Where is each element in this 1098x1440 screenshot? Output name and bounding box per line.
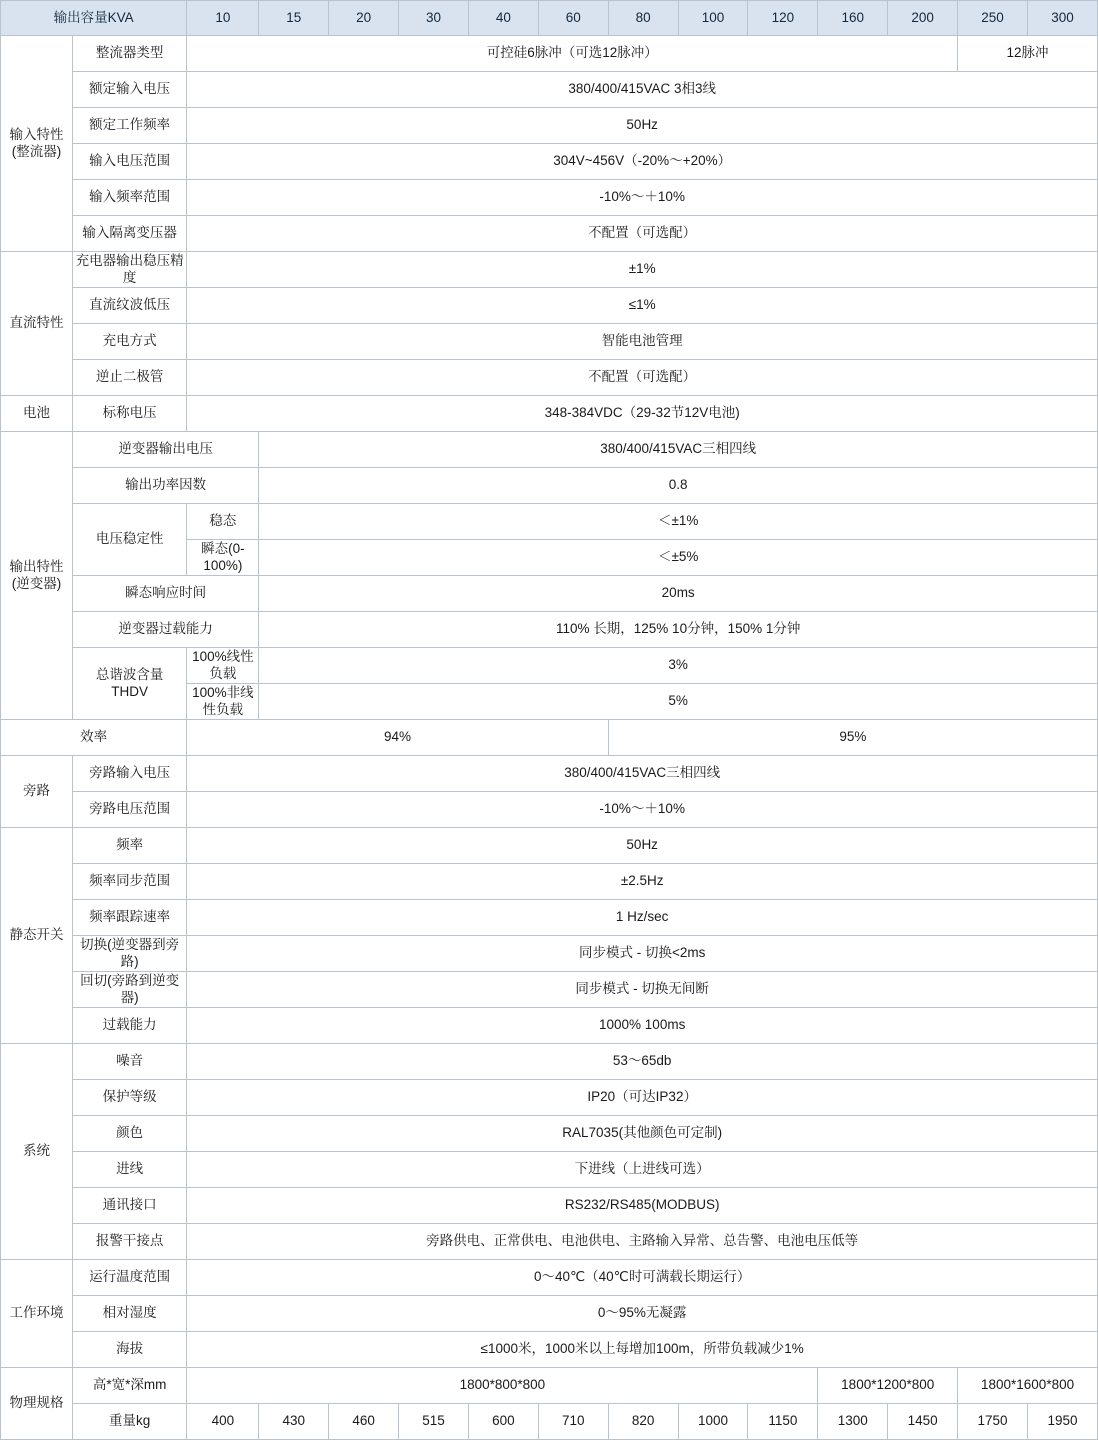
row-label-dc-ripple: 直流纹波低压 bbox=[73, 288, 187, 324]
header-capacity-80: 80 bbox=[608, 1, 678, 36]
table-row bbox=[1, 180, 1098, 216]
row-label-tracking-rate: 频率跟踪速率 bbox=[73, 900, 187, 936]
row-label-input-isolation-transformer: 输入隔离变压器 bbox=[73, 216, 187, 252]
row-label-input-frequency-range: 输入频率范围 bbox=[73, 180, 187, 216]
value-weight-120: 1150 bbox=[748, 1404, 818, 1440]
table-row bbox=[1, 756, 1098, 792]
category-dc: 直流特性 bbox=[1, 252, 73, 396]
value-thdv-linear: 3% bbox=[259, 648, 1098, 684]
table-row bbox=[1, 1332, 1098, 1368]
row-label-output-power-factor: 输出功率因数 bbox=[73, 468, 259, 504]
row-label-voltage-stability: 电压稳定性 bbox=[73, 504, 187, 576]
category-input-line2: (整流器) bbox=[11, 143, 62, 159]
category-output-line1: 输出特性 bbox=[9, 558, 64, 574]
value-weight-60: 710 bbox=[538, 1404, 608, 1440]
row-label-altitude: 海拔 bbox=[73, 1332, 187, 1368]
row-label-relative-humidity: 相对湿度 bbox=[73, 1296, 187, 1332]
value-frequency: 50Hz bbox=[187, 828, 1098, 864]
table-row bbox=[1, 900, 1098, 936]
value-inverter-overload: 110% 长期，125% 10分钟，150% 1分钟 bbox=[259, 612, 1098, 648]
row-label-thdv-line2: THDV bbox=[111, 683, 149, 699]
value-dry-contacts: 旁路供电、正常供电、电池供电、主路输入异常、总告警、电池电压低等 bbox=[187, 1224, 1098, 1260]
table-row bbox=[1, 720, 1098, 756]
value-dimension-3: 1800*1600*800 bbox=[958, 1368, 1098, 1404]
value-tracking-rate: 1 Hz/sec bbox=[187, 900, 1098, 936]
value-efficiency-low: 94% bbox=[187, 720, 608, 756]
table-row bbox=[1, 1152, 1098, 1188]
header-capacity-200: 200 bbox=[888, 1, 958, 36]
value-inverter-output-voltage: 380/400/415VAC三相四线 bbox=[259, 432, 1098, 468]
value-operating-temperature: 0～40℃（40℃时可满载长期运行） bbox=[187, 1260, 1098, 1296]
value-weight-15: 430 bbox=[259, 1404, 329, 1440]
row-sublabel-transient-state: 瞬态(0-100%) bbox=[187, 540, 259, 576]
value-nominal-voltage: 348-384VDC（29-32节12V电池) bbox=[187, 396, 1098, 432]
category-static-switch: 静态开关 bbox=[1, 828, 73, 1044]
header-capacity-300: 300 bbox=[1027, 1, 1097, 36]
value-weight-200: 1450 bbox=[888, 1404, 958, 1440]
value-weight-250: 1750 bbox=[958, 1404, 1028, 1440]
table-row bbox=[1, 1224, 1098, 1260]
table-row bbox=[1, 1260, 1098, 1296]
value-bypass-input-voltage: 380/400/415VAC三相四线 bbox=[187, 756, 1098, 792]
value-weight-300: 1950 bbox=[1027, 1404, 1097, 1440]
value-dimension-1: 1800*800*800 bbox=[187, 1368, 818, 1404]
row-label-bypass-input-voltage: 旁路输入电压 bbox=[73, 756, 187, 792]
row-label-charge-mode: 充电方式 bbox=[73, 324, 187, 360]
row-label-dry-contacts: 报警干接点 bbox=[73, 1224, 187, 1260]
value-altitude: ≤1000米，1000米以上每增加100m，所带负载减少1% bbox=[187, 1332, 1098, 1368]
value-rectifier-type-a: 可控硅6脉冲（可选12脉冲） bbox=[187, 36, 958, 72]
value-dc-ripple: ≤1% bbox=[187, 288, 1098, 324]
value-transfer-bypass-to-inverter: 同步模式 - 切换无间断 bbox=[187, 972, 1098, 1008]
category-system: 系统 bbox=[1, 1044, 73, 1260]
table-row bbox=[1, 576, 1098, 612]
category-input-line1: 输入特性 bbox=[9, 126, 64, 142]
header-capacity-160: 160 bbox=[818, 1, 888, 36]
row-label-rated-input-voltage: 额定输入电压 bbox=[73, 72, 187, 108]
value-weight-160: 1300 bbox=[818, 1404, 888, 1440]
row-sublabel-steady-state: 稳态 bbox=[187, 504, 259, 540]
category-physical: 物理规格 bbox=[1, 1368, 73, 1440]
row-label-frequency: 频率 bbox=[73, 828, 187, 864]
row-label-color: 颜色 bbox=[73, 1116, 187, 1152]
table-row bbox=[1, 324, 1098, 360]
row-label-comm-interface: 通讯接口 bbox=[73, 1188, 187, 1224]
table-row bbox=[1, 504, 1098, 540]
row-sublabel-linear-load: 100%线性负载 bbox=[187, 648, 259, 684]
table-row bbox=[1, 36, 1098, 72]
value-rectifier-type-b: 12脉冲 bbox=[958, 36, 1098, 72]
value-steady-state: ＜±1% bbox=[259, 504, 1098, 540]
value-weight-80: 820 bbox=[608, 1404, 678, 1440]
table-row bbox=[1, 1080, 1098, 1116]
table-row bbox=[1, 1044, 1098, 1080]
row-label-protection-level: 保护等级 bbox=[73, 1080, 187, 1116]
header-capacity-20: 20 bbox=[329, 1, 399, 36]
value-rated-frequency: 50Hz bbox=[187, 108, 1098, 144]
header-capacity-label: 输出容量KVA bbox=[1, 1, 187, 36]
value-efficiency-high: 95% bbox=[608, 720, 1097, 756]
category-output bbox=[1, 432, 73, 720]
table-row bbox=[1, 396, 1098, 432]
row-label-transient-response-time: 瞬态响应时间 bbox=[73, 576, 259, 612]
value-blocking-diode: 不配置（可选配） bbox=[187, 360, 1098, 396]
table-row bbox=[1, 216, 1098, 252]
row-label-inverter-overload: 逆变器过载能力 bbox=[73, 612, 259, 648]
value-transient-response-time: 20ms bbox=[259, 576, 1098, 612]
table-row bbox=[1, 468, 1098, 504]
table-row bbox=[1, 936, 1098, 972]
row-label-transfer-bypass-to-inverter: 回切(旁路到逆变器) bbox=[73, 972, 187, 1008]
value-dimension-2: 1800*1200*800 bbox=[818, 1368, 958, 1404]
row-label-blocking-diode: 逆止二极管 bbox=[73, 360, 187, 396]
value-charger-regulation: ±1% bbox=[187, 252, 1098, 288]
category-output-line2: (逆变器) bbox=[11, 575, 62, 591]
value-switch-overload: 1000% 100ms bbox=[187, 1008, 1098, 1044]
value-charge-mode: 智能电池管理 bbox=[187, 324, 1098, 360]
table-row bbox=[1, 612, 1098, 648]
value-input-frequency-range: -10%～＋10% bbox=[187, 180, 1098, 216]
table-row bbox=[1, 864, 1098, 900]
row-sublabel-nonlinear-load: 100%非线性负载 bbox=[187, 684, 259, 720]
header-capacity-100: 100 bbox=[678, 1, 748, 36]
category-input bbox=[1, 36, 73, 252]
table-row bbox=[1, 72, 1098, 108]
row-label-rectifier-type: 整流器类型 bbox=[73, 36, 187, 72]
table-row bbox=[1, 360, 1098, 396]
value-transient-state: ＜±5% bbox=[259, 540, 1098, 576]
value-output-power-factor: 0.8 bbox=[259, 468, 1098, 504]
value-thdv-nonlinear: 5% bbox=[259, 684, 1098, 720]
row-label-sync-range: 频率同步范围 bbox=[73, 864, 187, 900]
value-noise: 53～65db bbox=[187, 1044, 1098, 1080]
row-label-transfer-inverter-to-bypass: 切换(逆变器到旁路) bbox=[73, 936, 187, 972]
table-row bbox=[1, 1404, 1098, 1440]
row-label-thdv bbox=[73, 648, 187, 720]
row-label-noise: 噪音 bbox=[73, 1044, 187, 1080]
row-label-rated-frequency: 额定工作频率 bbox=[73, 108, 187, 144]
row-label-dimensions: 高*宽*深mm bbox=[73, 1368, 187, 1404]
table-row bbox=[1, 288, 1098, 324]
row-label-charger-regulation: 充电器输出稳压精度 bbox=[73, 252, 187, 288]
row-label-switch-overload: 过载能力 bbox=[73, 1008, 187, 1044]
row-label-thdv-line1: 总谐波含量 bbox=[95, 666, 164, 682]
table-row bbox=[1, 108, 1098, 144]
value-bypass-voltage-range: -10%～＋10% bbox=[187, 792, 1098, 828]
row-label-weight: 重量kg bbox=[73, 1404, 187, 1440]
value-input-isolation-transformer: 不配置（可选配） bbox=[187, 216, 1098, 252]
row-label-inverter-output-voltage: 逆变器输出电压 bbox=[73, 432, 259, 468]
header-capacity-15: 15 bbox=[259, 1, 329, 36]
value-input-voltage-range: 304V~456V（-20%～+20%） bbox=[187, 144, 1098, 180]
header-capacity-60: 60 bbox=[538, 1, 608, 36]
header-capacity-40: 40 bbox=[468, 1, 538, 36]
value-weight-30: 515 bbox=[399, 1404, 469, 1440]
table-row bbox=[1, 972, 1098, 1008]
table-header-row bbox=[1, 1, 1098, 36]
table-row bbox=[1, 1116, 1098, 1152]
table-row bbox=[1, 1368, 1098, 1404]
value-comm-interface: RS232/RS485(MODBUS) bbox=[187, 1188, 1098, 1224]
row-label-operating-temperature: 运行温度范围 bbox=[73, 1260, 187, 1296]
table-row bbox=[1, 1008, 1098, 1044]
value-weight-100: 1000 bbox=[678, 1404, 748, 1440]
table-row bbox=[1, 1188, 1098, 1224]
value-cable-entry: 下进线（上进线可选） bbox=[187, 1152, 1098, 1188]
value-protection-level: IP20（可达IP32） bbox=[187, 1080, 1098, 1116]
table-row bbox=[1, 252, 1098, 288]
header-capacity-30: 30 bbox=[399, 1, 469, 36]
table-row bbox=[1, 144, 1098, 180]
header-capacity-10: 10 bbox=[187, 1, 259, 36]
value-weight-10: 400 bbox=[187, 1404, 259, 1440]
row-label-nominal-voltage: 标称电压 bbox=[73, 396, 187, 432]
value-weight-40: 600 bbox=[468, 1404, 538, 1440]
value-relative-humidity: 0～95%无凝露 bbox=[187, 1296, 1098, 1332]
value-color: RAL7035(其他颜色可定制) bbox=[187, 1116, 1098, 1152]
row-label-input-voltage-range: 输入电压范围 bbox=[73, 144, 187, 180]
table-row bbox=[1, 828, 1098, 864]
category-environment: 工作环境 bbox=[1, 1260, 73, 1368]
table-row bbox=[1, 1296, 1098, 1332]
row-label-cable-entry: 进线 bbox=[73, 1152, 187, 1188]
row-label-efficiency: 效率 bbox=[1, 720, 187, 756]
header-capacity-120: 120 bbox=[748, 1, 818, 36]
value-weight-20: 460 bbox=[329, 1404, 399, 1440]
category-bypass: 旁路 bbox=[1, 756, 73, 828]
value-transfer-inverter-to-bypass: 同步模式 - 切换<2ms bbox=[187, 936, 1098, 972]
category-battery: 电池 bbox=[1, 396, 73, 432]
header-capacity-250: 250 bbox=[958, 1, 1028, 36]
table-row bbox=[1, 648, 1098, 684]
value-rated-input-voltage: 380/400/415VAC 3相3线 bbox=[187, 72, 1098, 108]
table-row bbox=[1, 432, 1098, 468]
value-sync-range: ±2.5Hz bbox=[187, 864, 1098, 900]
table-row bbox=[1, 792, 1098, 828]
row-label-bypass-voltage-range: 旁路电压范围 bbox=[73, 792, 187, 828]
